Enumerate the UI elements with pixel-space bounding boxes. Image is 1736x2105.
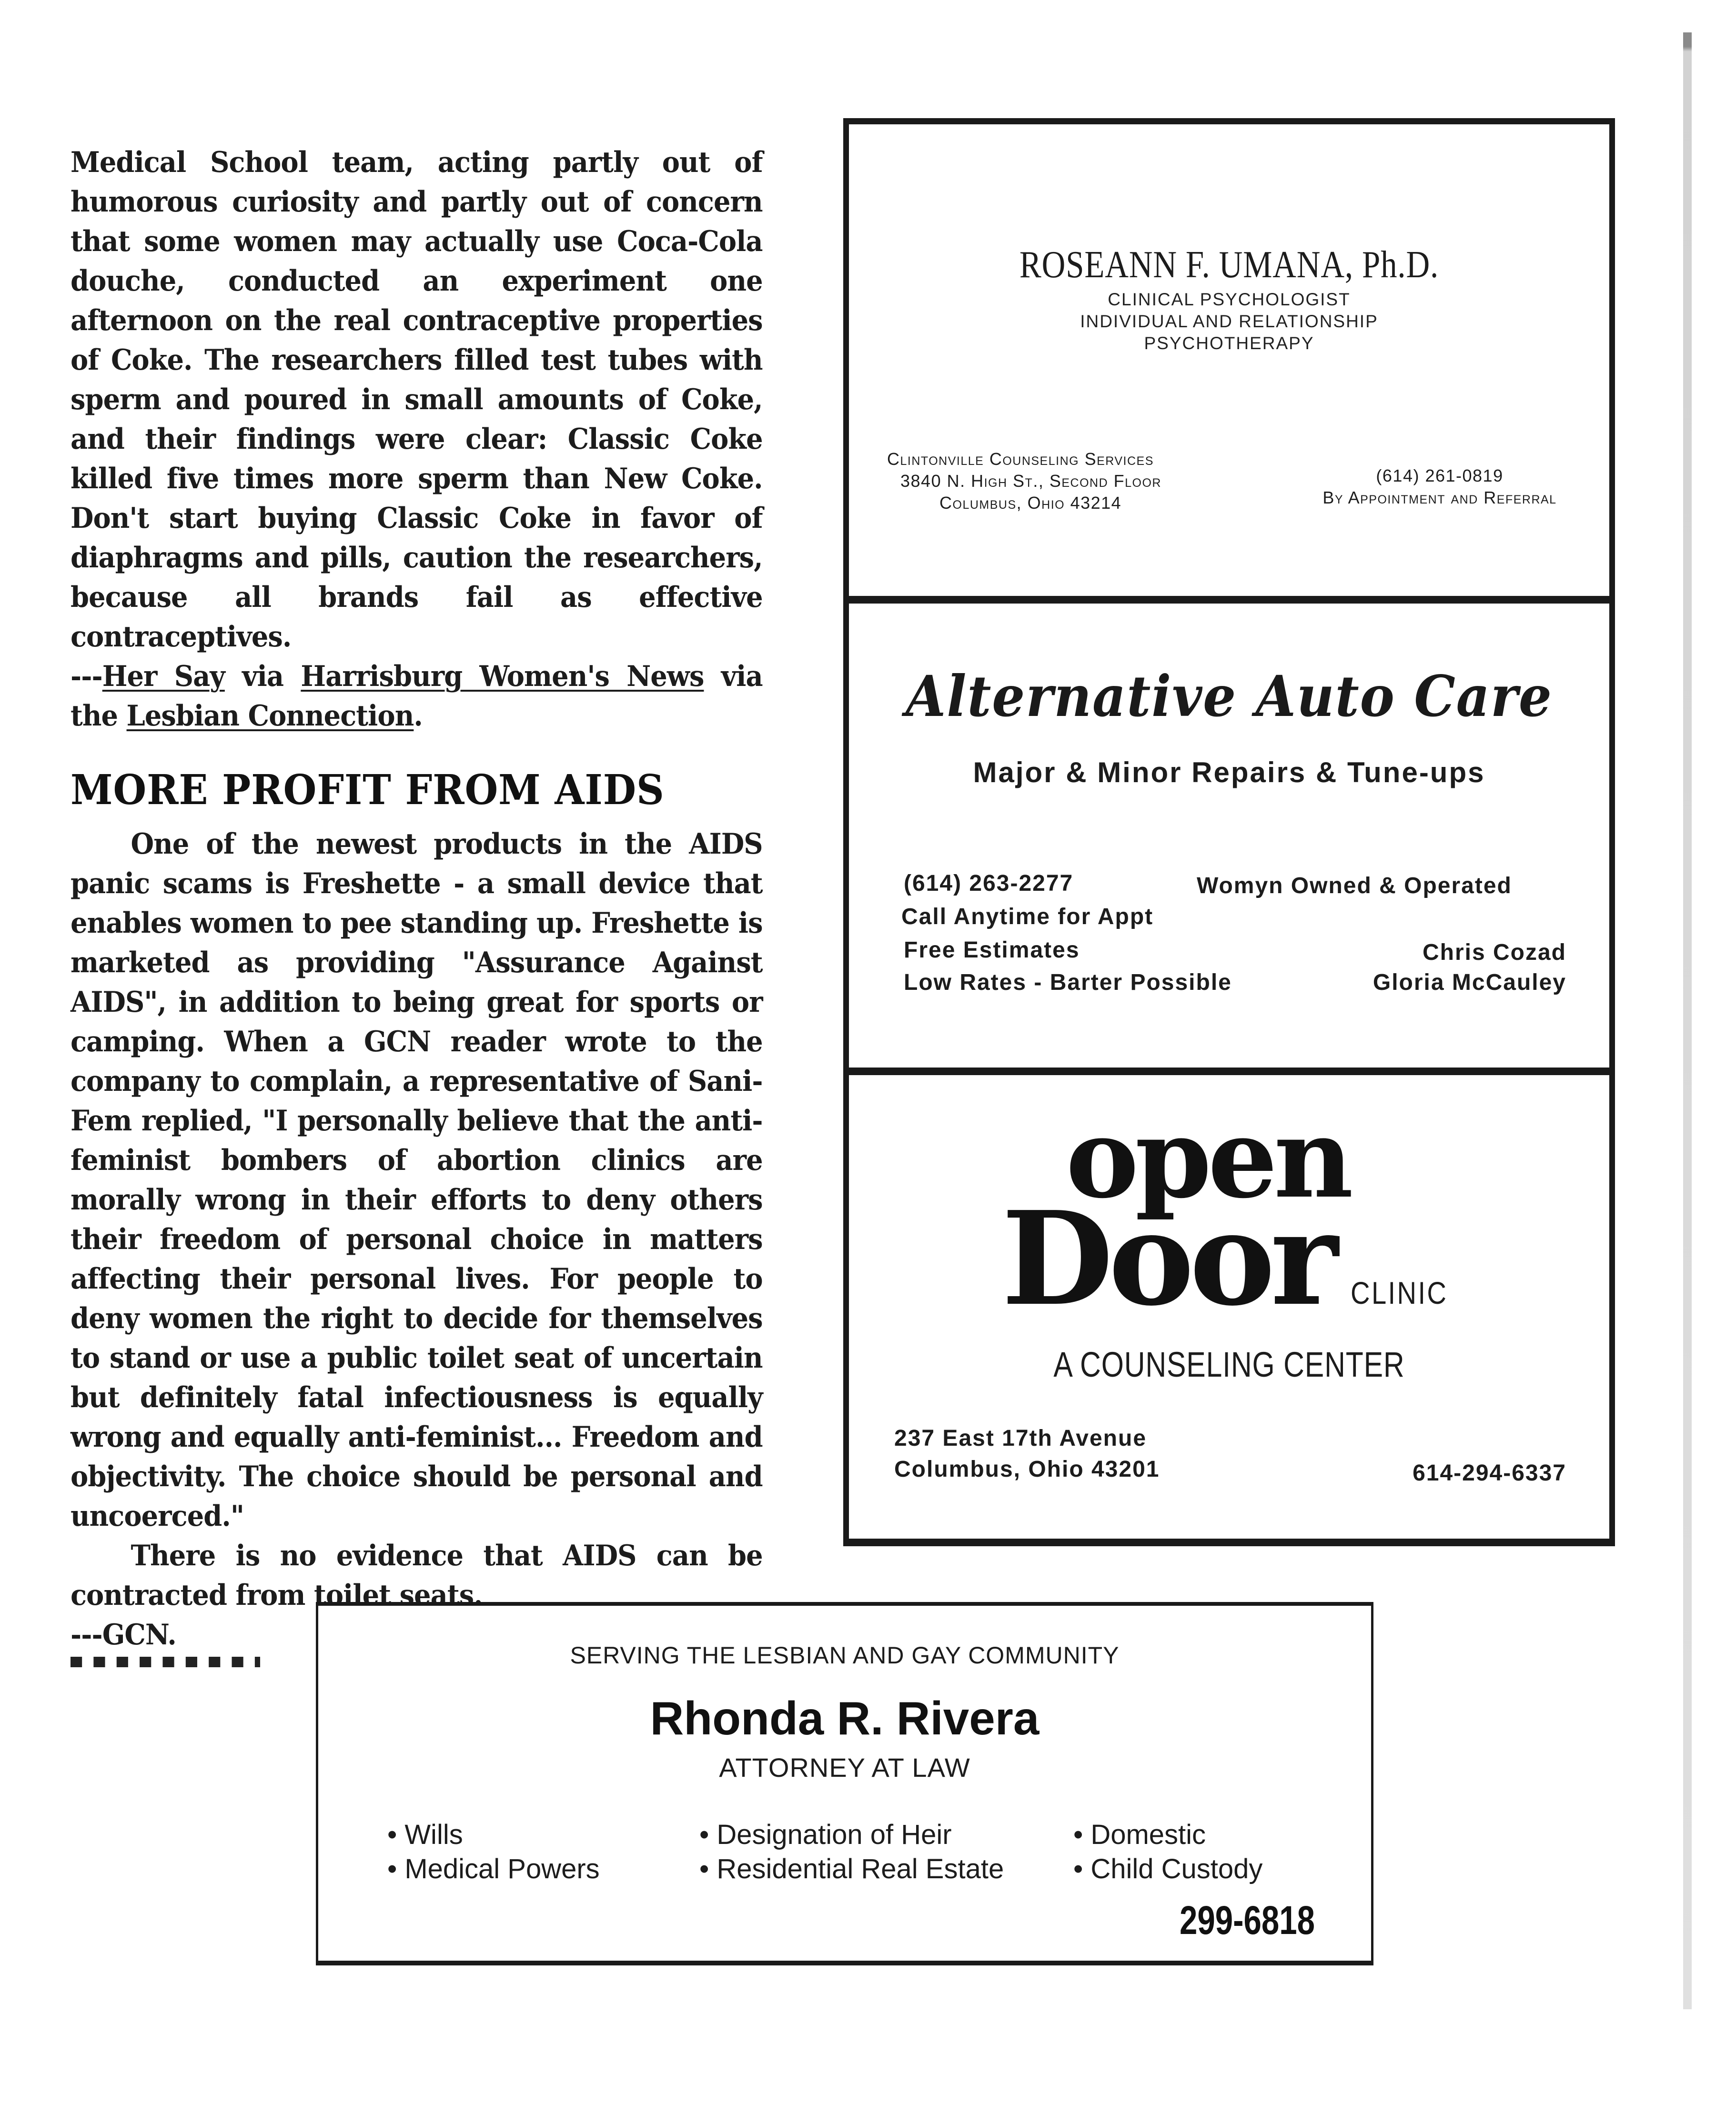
- umana-name: ROSEANN F. UMANA, Ph.D.: [1019, 244, 1439, 286]
- umana-city: Columbus, Ohio 43214: [939, 493, 1122, 513]
- open-door-phone: 614-294-6337: [1413, 1460, 1566, 1486]
- article-paragraph-evidence: There is no evidence that AIDS can be contracted from toilet seats.: [71, 1539, 763, 1612]
- open-door-logo: [849, 1183, 1609, 1334]
- umana-subtitle-line: CLINICAL PSYCHOLOGIST: [1108, 290, 1351, 309]
- rivera-service: • Child Custody: [1073, 1852, 1262, 1886]
- rivera-serving: SERVING THE LESBIAN AND GAY COMMUNITY: [570, 1642, 1120, 1669]
- rivera-service: • Residential Real Estate: [699, 1852, 1004, 1886]
- rivera-service: • Domestic: [1073, 1818, 1262, 1852]
- rivera-service: • Medical Powers: [387, 1852, 600, 1886]
- rivera-services-col: [387, 1818, 600, 1886]
- ad-open-door-clinic: [849, 1068, 1609, 1539]
- article-paragraph-freshette: One of the newest products in the AIDS panic scams is Freshette - a small device that enables women to pee standing up. Freshette is marketed as providing "Assurance Against AIDS", in addition to being great for sports or camping. When a GCN reader wrote to the company to complain, a representative of Sani-Fem replied, "I personally believe that the anti-feminist bombers of abortion clinics are morally wrong in their efforts to deny others their freedom of personal choice in matters affecting their personal lives. For people to deny women the right to decide for themselves to stand or use a public toilet seat of uncertain but definitely fatal infectiousness is equally wrong and equally anti-feminist... Freedom and objectivity. The choice should be personal and uncoerced.": [71, 827, 763, 1533]
- umana-contact: [1268, 465, 1611, 509]
- credit-suffix: .: [414, 699, 423, 733]
- umana-address: [887, 448, 1268, 514]
- credit-source-harrisburg: Harrisburg Women's News: [301, 660, 704, 693]
- credit-via: via: [224, 660, 301, 693]
- auto-owned: Womyn Owned & Operated: [1197, 873, 1512, 898]
- auto-rates: Low Rates - Barter Possible: [904, 970, 1232, 995]
- ad-rhonda-rivera: [316, 1602, 1373, 1965]
- rivera-name: Rhonda R. Rivera: [650, 1692, 1040, 1744]
- rivera-title: ATTORNEY AT LAW: [719, 1752, 970, 1783]
- article-heading: MORE PROFIT FROM AIDS: [71, 766, 665, 814]
- umana-street: 3840 N. High St., Second Floor: [900, 471, 1161, 491]
- open-door-subtitle: A COUNSELING CENTER: [1053, 1345, 1405, 1384]
- article-credit: [71, 657, 763, 736]
- article-continued-paragraph: Medical School team, acting partly out of humorous curiosity and partly out of concern that some women may actually use Coca-Cola douche, conducted an experiment one afternoon on the real contraceptive properties of Coke. The researchers filled test tubes with sperm and poured in small amounts of Coke, and their findings were clear: Classic Coke killed five times more sperm than New Coke. Don't start buying Classic Coke in favor of diaphragms and pills, caution the researchers, because all brands fail as effective contraceptives.: [71, 146, 763, 654]
- article-column: [71, 143, 763, 1667]
- credit-source-lesbian-connection: Lesbian Connection: [126, 699, 414, 733]
- open-door-logo-door: Door: [1001, 1183, 1334, 1334]
- rivera-service: • Wills: [387, 1818, 600, 1852]
- auto-phone: (614) 263-2277: [904, 871, 1074, 896]
- umana-subtitle-line: INDIVIDUAL AND RELATIONSHIP: [1080, 312, 1378, 331]
- auto-owner: Chris Cozad: [1422, 940, 1566, 965]
- ad-umana: [849, 124, 1609, 596]
- auto-owner: Gloria McCauley: [1373, 970, 1566, 995]
- open-door-street: 237 East 17th Avenue: [894, 1426, 1147, 1451]
- ad-alternative-auto-care: [849, 596, 1609, 1068]
- open-door-city: Columbus, Ohio 43201: [894, 1457, 1160, 1482]
- rivera-service: • Designation of Heir: [699, 1818, 1004, 1852]
- credit-via-the: via the: [71, 660, 763, 733]
- umana-note: By Appointment and Referral: [1322, 488, 1557, 507]
- credit-source-her-say: Her Say: [102, 660, 225, 693]
- rivera-phone: 299-6818: [1180, 1898, 1315, 1943]
- rivera-services-col: [699, 1818, 1004, 1886]
- ad-stack: [843, 118, 1615, 1546]
- open-door-logo-open: open: [1066, 1094, 1350, 1223]
- umana-subtitle-line: PSYCHOTHERAPY: [1144, 333, 1314, 353]
- page-edge-shadow: [1683, 32, 1692, 2009]
- rivera-services-col: [1073, 1818, 1262, 1886]
- umana-practice-name: Clintonville Counseling Services: [887, 449, 1154, 469]
- article-credit-gcn: ---GCN.: [71, 1618, 176, 1652]
- umana-phone: (614) 261-0819: [1376, 466, 1504, 485]
- open-door-logo-clinic: CLINIC: [1351, 1275, 1448, 1310]
- auto-call: Call Anytime for Appt: [901, 904, 1154, 929]
- credit-prefix: ---: [71, 660, 102, 693]
- auto-estimates: Free Estimates: [904, 937, 1080, 963]
- auto-tagline: Major & Minor Repairs & Tune-ups: [973, 756, 1485, 788]
- auto-title: Alternative Auto Care: [906, 663, 1553, 729]
